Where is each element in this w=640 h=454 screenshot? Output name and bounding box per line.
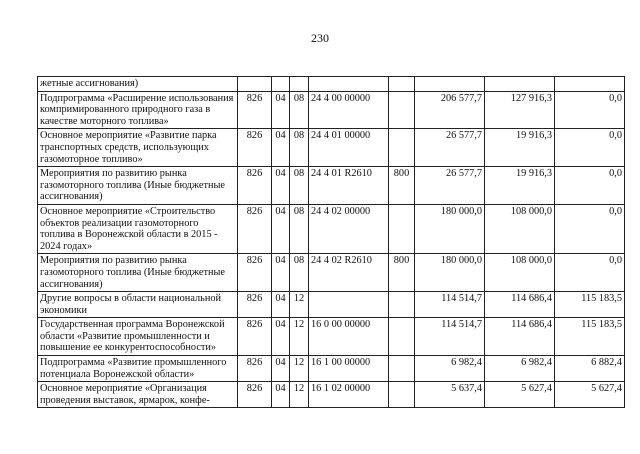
admin-code: 826 [238, 254, 272, 292]
row-name: Мероприятия по развитию рынка газомоторного топлива (Иные бюджетные ассигнования) [38, 254, 238, 292]
section-code: 04 [272, 167, 290, 205]
row-name: жетные ассигнования) [38, 77, 238, 92]
expense-type [389, 318, 415, 356]
amount-year-2: 114 686,4 [485, 318, 555, 356]
section-code: 04 [272, 254, 290, 292]
amount-year-2: 6 982,4 [485, 356, 555, 382]
amount-year-3: 5 627,4 [555, 382, 625, 408]
target-article [309, 77, 389, 92]
amount-year-2 [485, 77, 555, 92]
amount-year-1: 180 000,0 [415, 254, 485, 292]
table-row [38, 77, 625, 92]
subsection-code: 12 [290, 292, 309, 318]
amount-year-1: 26 577,7 [415, 129, 485, 167]
target-article: 16 1 00 00000 [309, 356, 389, 382]
admin-code: 826 [238, 91, 272, 129]
amount-year-2: 108 000,0 [485, 254, 555, 292]
row-name: Другие вопросы в области национальной экономики [38, 292, 238, 318]
amount-year-3: 0,0 [555, 129, 625, 167]
target-article: 16 0 00 00000 [309, 318, 389, 356]
subsection-code: 08 [290, 167, 309, 205]
amount-year-1: 114 514,7 [415, 318, 485, 356]
target-article: 24 4 01 00000 [309, 129, 389, 167]
amount-year-1: 180 000,0 [415, 204, 485, 253]
amount-year-3: 0,0 [555, 91, 625, 129]
target-article: 24 4 02 00000 [309, 204, 389, 253]
table-row [38, 254, 625, 292]
row-name: Основное мероприятие «Организация проведения выставок, ярмарок, конфе- [38, 382, 238, 408]
amount-year-2: 108 000,0 [485, 204, 555, 253]
expense-type: 800 [389, 254, 415, 292]
amount-year-3: 115 183,5 [555, 318, 625, 356]
amount-year-2: 127 916,3 [485, 91, 555, 129]
table-row [38, 129, 625, 167]
subsection-code: 12 [290, 356, 309, 382]
row-name: Основное мероприятие «Строительство объектов реализации газомоторного топлива в Воронежской области в 2015 - 2024 годах» [38, 204, 238, 253]
table-row [38, 91, 625, 129]
section-code: 04 [272, 382, 290, 408]
admin-code: 826 [238, 292, 272, 318]
expense-type [389, 129, 415, 167]
section-code: 04 [272, 204, 290, 253]
target-article [309, 292, 389, 318]
subsection-code: 08 [290, 91, 309, 129]
amount-year-1: 206 577,7 [415, 91, 485, 129]
admin-code [238, 77, 272, 92]
amount-year-3: 0,0 [555, 254, 625, 292]
table-row [38, 204, 625, 253]
amount-year-1: 5 637,4 [415, 382, 485, 408]
table-row [38, 318, 625, 356]
section-code: 04 [272, 129, 290, 167]
table-row [38, 167, 625, 205]
amount-year-3: 0,0 [555, 204, 625, 253]
target-article: 24 4 01 R2610 [309, 167, 389, 205]
expense-type [389, 382, 415, 408]
amount-year-3 [555, 77, 625, 92]
target-article: 24 4 00 00000 [309, 91, 389, 129]
table-row [38, 292, 625, 318]
page-number: 230 [311, 31, 329, 45]
subsection-code: 08 [290, 254, 309, 292]
admin-code: 826 [238, 204, 272, 253]
target-article: 16 1 02 00000 [309, 382, 389, 408]
row-name: Подпрограмма «Расширение использования компримированного природного газа в качестве моторного топлива» [38, 91, 238, 129]
admin-code: 826 [238, 167, 272, 205]
subsection-code: 12 [290, 318, 309, 356]
amount-year-2: 19 916,3 [485, 167, 555, 205]
amount-year-1 [415, 77, 485, 92]
expense-type [389, 356, 415, 382]
section-code: 04 [272, 91, 290, 129]
amount-year-3: 115 183,5 [555, 292, 625, 318]
admin-code: 826 [238, 318, 272, 356]
admin-code: 826 [238, 382, 272, 408]
section-code [272, 77, 290, 92]
amount-year-2: 5 627,4 [485, 382, 555, 408]
expense-type [389, 204, 415, 253]
target-article: 24 4 02 R2610 [309, 254, 389, 292]
subsection-code: 08 [290, 204, 309, 253]
row-name: Подпрограмма «Развитие промышленного потенциала Воронежской области» [38, 356, 238, 382]
subsection-code: 08 [290, 129, 309, 167]
expense-type [389, 77, 415, 92]
subsection-code: 12 [290, 382, 309, 408]
expense-type [389, 91, 415, 129]
expense-type: 800 [389, 167, 415, 205]
amount-year-3: 0,0 [555, 167, 625, 205]
row-name: Основное мероприятие «Развитие парка транспортных средств, использующих газомоторное топливо» [38, 129, 238, 167]
subsection-code [290, 77, 309, 92]
amount-year-2: 19 916,3 [485, 129, 555, 167]
row-name: Мероприятия по развитию рынка газомоторного топлива (Иные бюджетные ассигнования) [38, 167, 238, 205]
section-code: 04 [272, 292, 290, 318]
amount-year-2: 114 686,4 [485, 292, 555, 318]
amount-year-1: 6 982,4 [415, 356, 485, 382]
section-code: 04 [272, 318, 290, 356]
amount-year-3: 6 882,4 [555, 356, 625, 382]
section-code: 04 [272, 356, 290, 382]
admin-code: 826 [238, 129, 272, 167]
amount-year-1: 26 577,7 [415, 167, 485, 205]
amount-year-1: 114 514,7 [415, 292, 485, 318]
expense-type [389, 292, 415, 318]
budget-table [37, 76, 625, 408]
table-row [38, 382, 625, 408]
admin-code: 826 [238, 356, 272, 382]
row-name: Государственная программа Воронежской области «Развитие промышленности и повышение ее конкурентоспособности» [38, 318, 238, 356]
table-row [38, 356, 625, 382]
budget-table-body [38, 77, 625, 408]
